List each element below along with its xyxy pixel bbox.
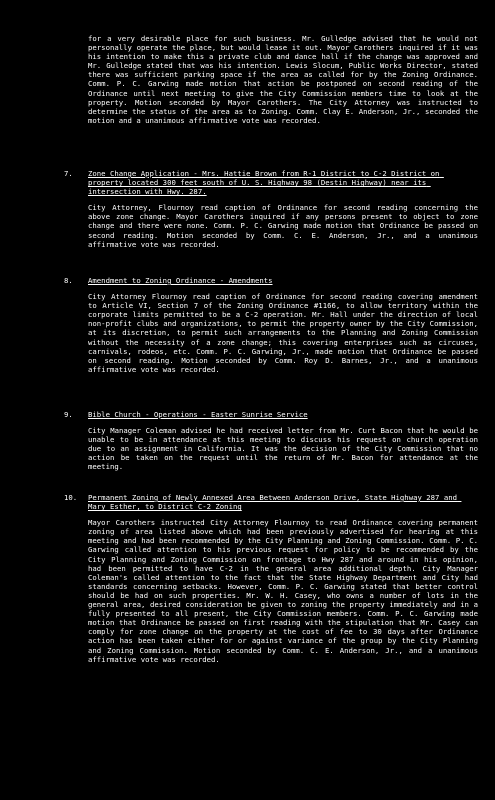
item-heading: Zone Change Application - Mrs. Hattie Brown from R-1 District to C-2 District on property located 300 feet south of U. S. Highway 98 (Destin Highway) near its intersection with Hwy. 287. <box>88 169 444 197</box>
agenda-item-9 <box>64 410 483 472</box>
item-body: City Attorney Flournoy read caption of Ordinance for second reading covering amendment to Article VI, Section 7 of the Zoning Ordinance #1166, to allow territory within the corporate limits permitted to be a C-2 operation. Mr. Hall under the direction of local non-profit clubs and organizations, to permit the property owner by the City Commission, at its discretion, to permit such arrangements to the Planning and Zoning Commission without the necessity of a zone change; this covering enterprises such as circuses, carnivals, rodeos, etc. Comm. P. C. Garwing, Jr., made motion that Ordinance be passed on second reading. Motion seconded by Comm. Roy D. Barnes, Jr., and a unanimous affirmative vote was recorded. <box>88 292 483 374</box>
agenda-item-10 <box>64 493 483 664</box>
item-heading: Permanent Zoning of Newly Annexed Area Between Anderson Drive, State Highway 287 and Mary Esther, to District C-2 Zoning <box>88 493 462 512</box>
item-heading: Bible Church - Operations - Easter Sunrise Service <box>88 410 308 419</box>
item-heading: Amendment to Zoning Ordinance - Amendments <box>88 276 273 285</box>
item-number: 8. <box>64 276 73 285</box>
item-number: 9. <box>64 410 73 419</box>
intro-paragraph <box>88 34 483 125</box>
item-body: City Manager Coleman advised he had received letter from Mr. Curt Bacon that he would be unable to be in attendance at this meeting to discuss his request on church operation due to an assignment in California. It was the decision of the City Commission that no action be taken on the request until the return of Mr. Bacon for attendance at the meeting. <box>88 426 483 472</box>
agenda-item-8 <box>64 276 483 374</box>
item-body: Mayor Carothers instructed City Attorney Flournoy to read Ordinance covering permanent zoning of area listed above which had been previously advertised for hearing at this meeting and had been recommended by the City Planning and Zoning Commission. Comm. P. C. Garwing called attention to his previous request for policy to be recommended by the City Planning and Zoning Commission on frontage to Hwy 287 and around in his opinion, had been permitted to have C-2 in the general area additional depth. City Manager Coleman's called attention to the fact that the State Highway Department and City had standards concerning setbacks. However, Comm. P. C. Garwing stated that better control should be had on such properties. Mr. W. H. Casey, who owns a number of lots in the general area, desired consideration be given to zoning the property immediately and in a fully presented to all present, the City Commission members. Comm. P. C. Garwing made motion that Ordinance be passed on first reading with the stipulation that Mr. Casey can comply for zone change on the property at the cost of fee to 30 days after Ordinance action has been taken either for or against variance of the group by the City Planning and Zoning Commission. Motion seconded by Comm. C. E. Anderson, Jr., and a unanimous affirmative vote was recorded. <box>88 518 483 664</box>
agenda-item-7 <box>64 169 483 249</box>
intro-text: for a very desirable place for such business. Mr. Gulledge advised that he would not personally operate the place, but would lease it out. Mayor Carothers inquired if it was his intention to make this a private club and dance hall if the change was approved and Mr. Gulledge stated that was his intention. Lewis Slocum, Public Works Director, stated there was sufficient parking space if the area as called for by the Zoning Ordinance. Comm. P. C. Garwing made motion that action be postponed on second reading of the Ordinance until next meeting to give the City Commission members time to look at the property. Motion seconded by Mayor Carothers. The City Attorney was instructed to determine the status of the area as to Zoning. Comm. Clay E. Anderson, Jr., seconded the motion and a unanimous affirmative vote was recorded. <box>88 34 483 125</box>
item-body: City Attorney, Flournoy read caption of Ordinance for second reading concerning the above zone change. Mayor Carothers inquired if any persons present to object to zone change and there were none. Comm. P. C. Garwing made motion that Ordinance be passed on second reading. Motion seconded by Comm. C. E. Anderson, Jr., and a unanimous affirmative vote was recorded. <box>88 203 483 249</box>
item-number: 10. <box>64 493 78 502</box>
item-number: 7. <box>64 169 73 178</box>
